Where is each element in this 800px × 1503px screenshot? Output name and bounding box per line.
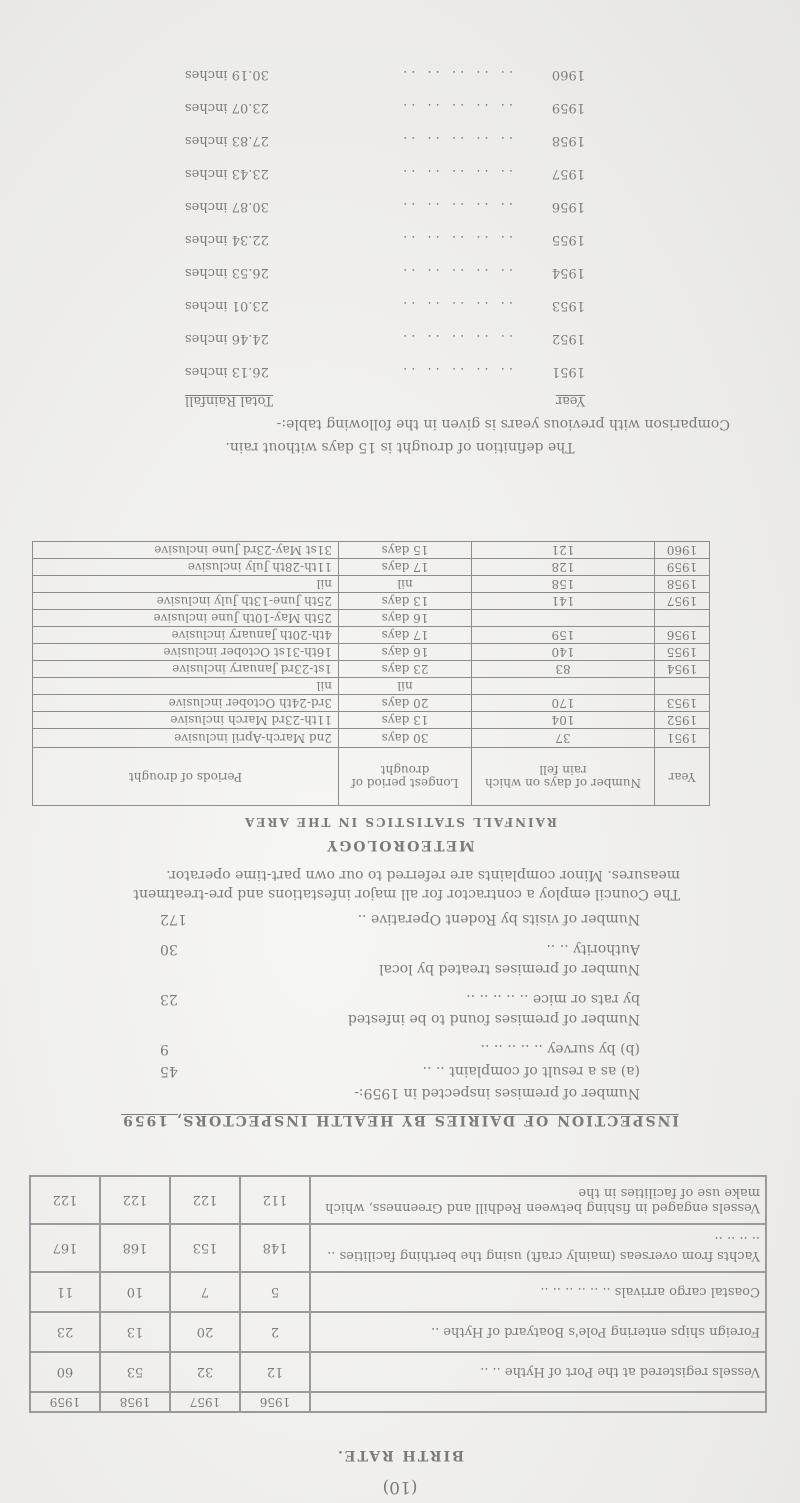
stat-value: 23 xyxy=(160,991,178,1007)
list-item: 1958 .. .. .. .. .. 27.83 inches xyxy=(185,133,585,148)
drought-count: 158 xyxy=(472,576,655,593)
drought-year xyxy=(655,678,710,695)
drought-period: 30 days xyxy=(339,729,472,748)
list-item xyxy=(160,991,640,1007)
table-row xyxy=(33,559,710,576)
drought-count: 83 xyxy=(472,661,655,678)
list-item: 1954 .. .. .. .. .. 26.53 inches xyxy=(185,265,585,280)
stat-label: Number of premises treated by local xyxy=(379,961,640,977)
harbour-label: Foreign ships entering Pole's Boatyard of Hythe .. xyxy=(310,1312,766,1352)
list-item xyxy=(160,1063,640,1079)
harbour-value: 153 xyxy=(170,1224,240,1272)
section-subheading-rainfall: RAINFALL STATISTICS IN THE AREA xyxy=(243,815,557,829)
rainfall-header-year: Year xyxy=(555,393,585,408)
table-row xyxy=(33,576,710,593)
stat-value xyxy=(160,1011,210,1027)
drought-period: 23 days xyxy=(339,661,472,678)
rainfall-value: 30.19 inches xyxy=(185,67,269,82)
harbour-label: Vessels engaged in fishing between Redhill and Greenness, which make use of facilities in the xyxy=(310,1176,766,1224)
list-item xyxy=(160,1041,640,1057)
rainfall-year: 1951 xyxy=(551,364,585,379)
table-row xyxy=(33,695,710,712)
section-heading-inspection: INSPECTION OF DAIRIES BY HEALTH INSPECTORS, 1959 xyxy=(121,1112,679,1128)
table-row xyxy=(30,1176,766,1224)
list-item: 1953 .. .. .. .. .. 23.01 inches xyxy=(185,298,585,313)
drought-desc: 25th May-10th June inclusive xyxy=(33,610,339,627)
table-row xyxy=(33,542,710,559)
harbour-value: 112 xyxy=(240,1176,310,1224)
list-item: 1956 .. .. .. .. .. 30.87 inches xyxy=(185,199,585,214)
rainfall-year: 1956 xyxy=(551,199,585,214)
drought-period: 17 days xyxy=(339,627,472,644)
harbour-value: 23 xyxy=(30,1312,100,1352)
harbour-value: 32 xyxy=(170,1352,240,1392)
list-item xyxy=(160,1011,640,1027)
drought-count: 140 xyxy=(472,644,655,661)
list-item xyxy=(160,1085,640,1101)
list-item: 1951 .. .. .. .. .. 26.13 inches xyxy=(185,364,585,379)
stat-label: Number of premises found to be infested xyxy=(347,1011,640,1027)
rainfall-intro: Comparison with previous years is given in the following table:- xyxy=(276,416,730,432)
drought-year: 1958 xyxy=(655,576,710,593)
table-row xyxy=(33,712,710,729)
table-row xyxy=(30,1224,766,1272)
drought-period: 17 days xyxy=(339,559,472,576)
drought-period: nil xyxy=(339,576,472,593)
list-item: 1959 .. .. .. .. .. 23.07 inches xyxy=(185,100,585,115)
harbour-value: 13 xyxy=(100,1312,170,1352)
harbour-header-3: 1959 xyxy=(30,1392,100,1412)
table-row xyxy=(33,678,710,695)
drought-header-year: Year xyxy=(655,748,710,806)
stat-value xyxy=(160,961,210,977)
table-row xyxy=(33,610,710,627)
harbour-value: 167 xyxy=(30,1224,100,1272)
drought-desc: 4th-20th January inclusive xyxy=(33,627,339,644)
stat-label: Number of premises inspected in 1959:- xyxy=(354,1085,640,1101)
drought-period: 15 days xyxy=(339,542,472,559)
drought-desc: nil xyxy=(33,576,339,593)
drought-year: 1955 xyxy=(655,644,710,661)
drought-count: 37 xyxy=(472,729,655,748)
harbour-value: 122 xyxy=(30,1176,100,1224)
harbour-value: 122 xyxy=(170,1176,240,1224)
list-item: 1960 .. .. .. .. .. 30.19 inches xyxy=(185,67,585,82)
rainfall-value: 22.34 inches xyxy=(185,232,269,247)
rainfall-value: 26.53 inches xyxy=(185,265,269,280)
drought-count xyxy=(472,610,655,627)
rainfall-year: 1953 xyxy=(551,298,585,313)
rainfall-year: 1959 xyxy=(551,100,585,115)
drought-count: 159 xyxy=(472,627,655,644)
rainfall-header xyxy=(185,393,585,408)
drought-count: 104 xyxy=(472,712,655,729)
rainfall-year: 1952 xyxy=(551,331,585,346)
harbour-value: 12 xyxy=(240,1352,310,1392)
drought-year: 1957 xyxy=(655,593,710,610)
page-number: (10) xyxy=(382,1477,418,1497)
stat-value: 30 xyxy=(160,941,178,957)
drought-desc: 31st May-23rd June inclusive xyxy=(33,542,339,559)
drought-count: 170 xyxy=(472,695,655,712)
rainfall-value: 23.01 inches xyxy=(185,298,269,313)
stat-value: 172 xyxy=(160,911,187,927)
drought-year: 1959 xyxy=(655,559,710,576)
drought-desc: 1st-23rd January inclusive xyxy=(33,661,339,678)
harbour-table xyxy=(29,1175,767,1413)
rainfall-year: 1960 xyxy=(551,67,585,82)
table-row xyxy=(33,644,710,661)
harbour-value: 60 xyxy=(30,1352,100,1392)
stat-label: Authority .. .. xyxy=(546,941,640,957)
stats-note: The Council employ a contractor for all major infestations and pre-treatment measures. Minor complaints are referred to our own part-time operator. xyxy=(133,867,680,902)
list-item xyxy=(160,911,640,927)
harbour-label: Vessels registered at the Port of Hythe .. .. xyxy=(310,1352,766,1392)
harbour-value: 148 xyxy=(240,1224,310,1272)
rainfall-year: 1957 xyxy=(551,166,585,181)
rainfall-value: 24.46 inches xyxy=(185,331,269,346)
drought-period: nil xyxy=(339,678,472,695)
drought-count: 141 xyxy=(472,593,655,610)
drought-year: 1953 xyxy=(655,695,710,712)
section-heading-birth-rate: BIRTH RATE. xyxy=(336,1447,464,1463)
drought-period: 20 days xyxy=(339,695,472,712)
drought-count: 121 xyxy=(472,542,655,559)
harbour-value: 5 xyxy=(240,1272,310,1312)
stat-label: by rats or mice .. .. .. .. .. xyxy=(466,991,640,1007)
rainfall-value: 30.87 inches xyxy=(185,199,269,214)
harbour-value: 53 xyxy=(100,1352,170,1392)
drought-header-count: Number of days on which rain fell xyxy=(472,748,655,806)
stat-label: (b) by survey .. .. .. .. .. xyxy=(480,1041,640,1057)
harbour-value: 122 xyxy=(100,1176,170,1224)
drought-desc: nil xyxy=(33,678,339,695)
stat-value: 9 xyxy=(160,1041,169,1057)
rainfall-year: 1954 xyxy=(551,265,585,280)
list-item: 1957 .. .. .. .. .. 23.43 inches xyxy=(185,166,585,181)
drought-period: 16 days xyxy=(339,610,472,627)
stat-label: (a) as a result of complaint .. .. xyxy=(422,1063,640,1079)
drought-period: 13 days xyxy=(339,593,472,610)
list-item xyxy=(160,941,640,957)
drought-year: 1956 xyxy=(655,627,710,644)
rainfall-value: 23.07 inches xyxy=(185,100,269,115)
rainfall-value: 27.83 inches xyxy=(185,133,269,148)
harbour-value: 10 xyxy=(100,1272,170,1312)
harbour-header-0: 1956 xyxy=(240,1392,310,1412)
table-row xyxy=(33,627,710,644)
rainfall-year: 1958 xyxy=(551,133,585,148)
drought-year: 1951 xyxy=(655,729,710,748)
drought-desc: 2nd March-April inclusive xyxy=(33,729,339,748)
drought-year xyxy=(655,610,710,627)
table-row xyxy=(33,729,710,748)
drought-table xyxy=(32,541,710,806)
stat-label: Number of visits by Rodent Operative .. xyxy=(357,911,640,927)
drought-header-period: Longest period of drought xyxy=(339,748,472,806)
table-row xyxy=(30,1312,766,1352)
harbour-value: 11 xyxy=(30,1272,100,1312)
harbour-value: 2 xyxy=(240,1312,310,1352)
harbour-value: 168 xyxy=(100,1224,170,1272)
harbour-header-2: 1958 xyxy=(100,1392,170,1412)
drought-period: 16 days xyxy=(339,644,472,661)
table-row xyxy=(30,1272,766,1312)
drought-year: 1960 xyxy=(655,542,710,559)
table-row xyxy=(30,1352,766,1392)
drought-header-desc: Periods of drought xyxy=(33,748,339,806)
drought-desc: 11th-28th July inclusive xyxy=(33,559,339,576)
harbour-header-1: 1957 xyxy=(170,1392,240,1412)
table-row xyxy=(33,593,710,610)
drought-desc: 11th-23rd March inclusive xyxy=(33,712,339,729)
stat-value: 45 xyxy=(160,1063,178,1079)
list-item: 1955 .. .. .. .. .. 22.34 inches xyxy=(185,232,585,247)
rainfall-value: 23.43 inches xyxy=(185,166,269,181)
drought-year: 1954 xyxy=(655,661,710,678)
harbour-value: 7 xyxy=(170,1272,240,1312)
drought-period: 13 days xyxy=(339,712,472,729)
section-heading-meteorology: METEOROLOGY xyxy=(325,837,475,853)
table-row xyxy=(33,661,710,678)
harbour-label: Yachts from overseas (mainly craft) using the berthing facilities .. .. .. .. .. xyxy=(310,1224,766,1272)
list-item: 1952 .. .. .. .. .. 24.46 inches xyxy=(185,331,585,346)
drought-desc: 25th June-13th July inclusive xyxy=(33,593,339,610)
drought-count: 128 xyxy=(472,559,655,576)
harbour-value: 20 xyxy=(170,1312,240,1352)
stat-value xyxy=(160,1085,210,1101)
drought-count xyxy=(472,678,655,695)
drought-desc: 16th-31st October inclusive xyxy=(33,644,339,661)
drought-year: 1952 xyxy=(655,712,710,729)
harbour-label: Coastal cargo arrivals .. .. .. .. .. .. xyxy=(310,1272,766,1312)
rainfall-year: 1955 xyxy=(551,232,585,247)
list-item xyxy=(160,961,640,977)
rainfall-header-total: Total Rainfall xyxy=(185,393,273,408)
rainfall-value: 26.13 inches xyxy=(185,364,269,379)
drought-desc: 3rd-24th October inclusive xyxy=(33,695,339,712)
drought-note: The definition of drought is 15 days without rain. xyxy=(225,439,575,455)
